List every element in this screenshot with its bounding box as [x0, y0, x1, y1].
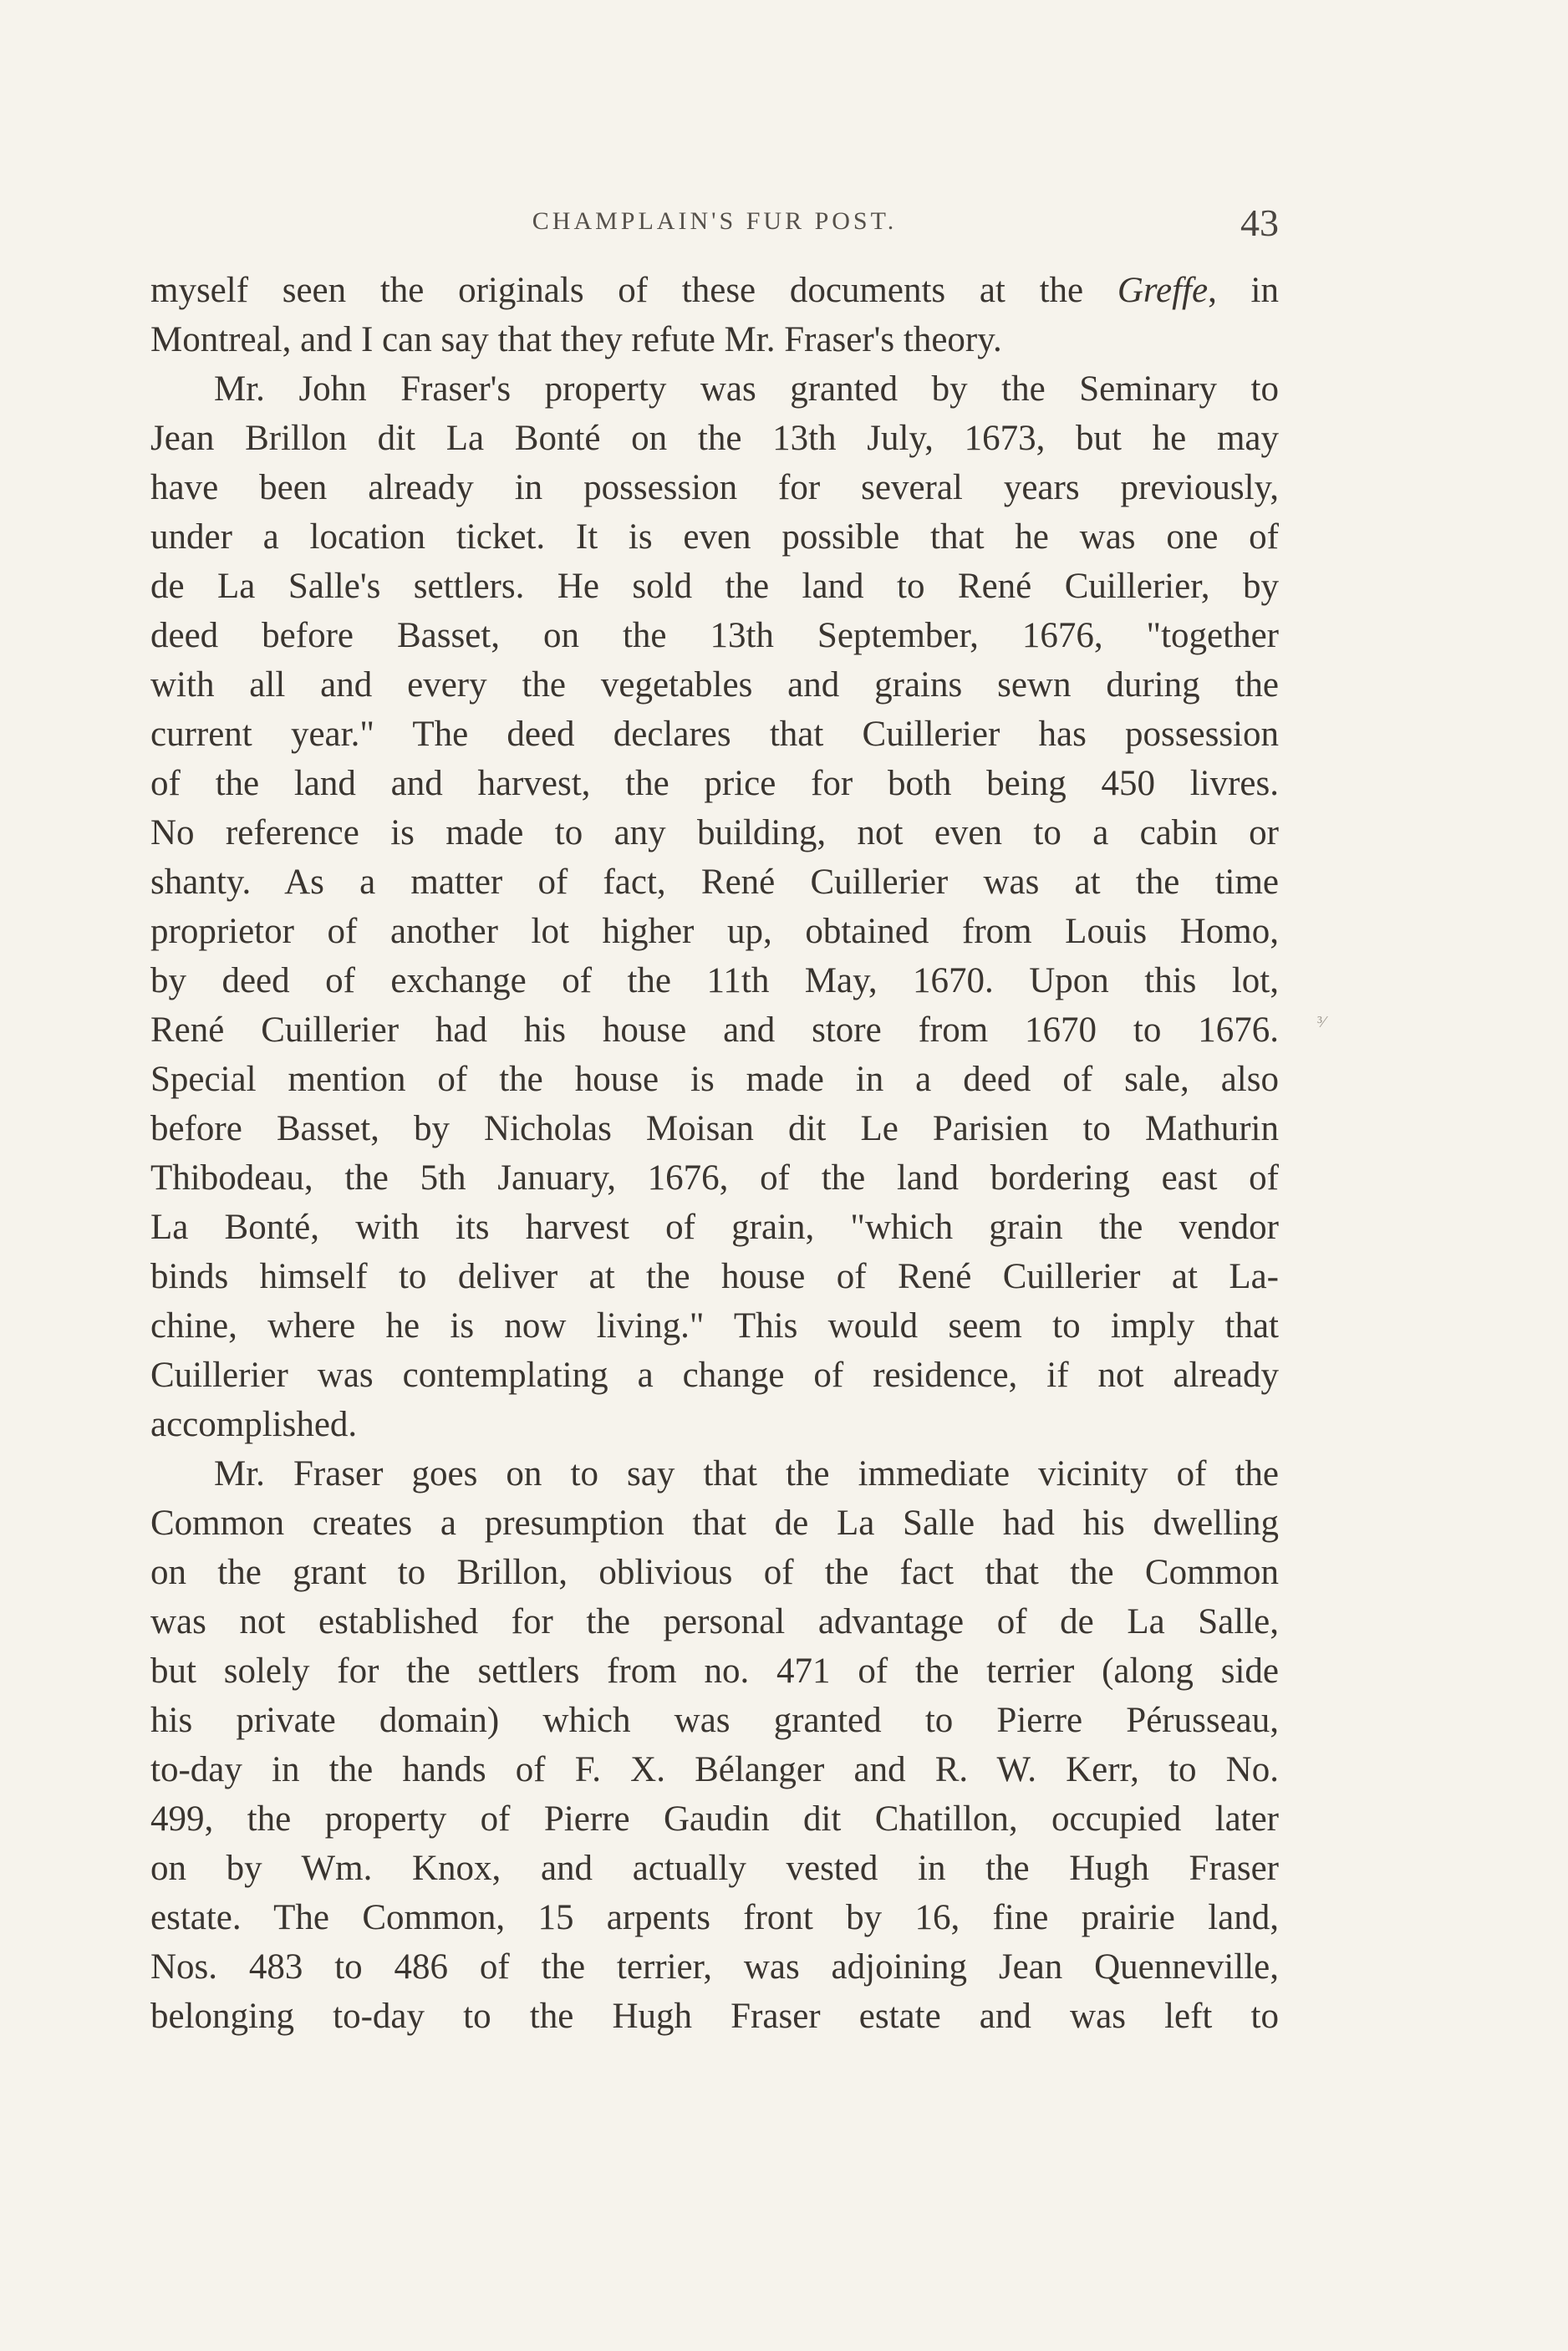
- text-line: accomplished.: [150, 1405, 358, 1444]
- running-head: [150, 201, 1279, 251]
- text-line: Jean Brillon dit La Bonté on the 13th July, 1673, but he may: [150, 419, 1279, 458]
- text-line: but solely for the settlers from no. 471 of the terrier (along side: [150, 1651, 1279, 1691]
- text-line: proprietor of another lot higher up, obtained from Louis Homo,: [150, 912, 1279, 951]
- text-line: of the land and harvest, the price for both being 450 livres.: [150, 764, 1279, 803]
- italic-word: Greffe: [1117, 271, 1209, 310]
- text-line: on by Wm. Knox, and actually vested in the Hugh Fraser: [150, 1849, 1279, 1888]
- text-line: current year." The deed declares that Cuillerier has possession: [150, 715, 1279, 754]
- text-line: to-day in the hands of F. X. Bélanger and R. W. Kerr, to No.: [150, 1750, 1279, 1789]
- text-line: Mr. John Fraser's property was granted by the Seminary to: [214, 369, 1279, 409]
- margin-mark: ³⁄: [1317, 1013, 1326, 1031]
- text-line: 499, the property of Pierre Gaudin dit Chatillon, occupied later: [150, 1799, 1279, 1839]
- text-line: René Cuillerier had his house and store from 1670 to 1676.: [150, 1010, 1279, 1050]
- text-line: was not established for the personal advantage of de La Salle,: [150, 1602, 1279, 1641]
- page-number: 43: [1240, 201, 1279, 244]
- body-text: [150, 266, 1279, 2041]
- text-line: with all and every the vegetables and grains sewn during the: [150, 665, 1279, 705]
- text-line: on the grant to Brillon, oblivious of the fact that the Common: [150, 1553, 1279, 1592]
- text-line: by deed of exchange of the 11th May, 1670. Upon this lot,: [150, 961, 1279, 1000]
- text-line: Thibodeau, the 5th January, 1676, of the land bordering east of: [150, 1158, 1279, 1198]
- text-line: deed before Basset, on the 13th September, 1676, "together: [150, 616, 1279, 655]
- text-line: Nos. 483 to 486 of the terrier, was adjoining Jean Quenneville,: [150, 1947, 1279, 1987]
- text-line: chine, where he is now living." This would seem to imply that: [150, 1306, 1279, 1346]
- text-line: Montreal, and I can say that they refute Mr. Fraser's theory.: [150, 320, 1002, 359]
- text-line: Special mention of the house is made in a deed of sale, also: [150, 1060, 1279, 1099]
- text-line: Cuillerier was contemplating a change of residence, if not already: [150, 1356, 1279, 1395]
- text-line: La Bonté, with its harvest of grain, "which grain the vendor: [150, 1208, 1279, 1247]
- text-line: before Basset, by Nicholas Moisan dit Le Parisien to Mathurin: [150, 1109, 1279, 1148]
- text-line: belonging to-day to the Hugh Fraser estate and was left to: [150, 1997, 1279, 2036]
- running-title: CHAMPLAIN'S FUR POST.: [532, 207, 898, 235]
- text-line: myself seen the originals of these documents at the Greffe, in: [150, 271, 1279, 310]
- text-line: have been already in possession for several years previously,: [150, 468, 1279, 507]
- text-line: shanty. As a matter of fact, René Cuillerier was at the time: [150, 863, 1279, 902]
- text-line: Common creates a presumption that de La Salle had his dwelling: [150, 1504, 1279, 1543]
- text-line: under a location ticket. It is even possible that he was one of: [150, 517, 1279, 557]
- text-line: No reference is made to any building, not even to a cabin or: [150, 813, 1279, 852]
- text-line: his private domain) which was granted to Pierre Pérusseau,: [150, 1701, 1279, 1740]
- text-line: estate. The Common, 15 arpents front by 16, fine prairie land,: [150, 1898, 1279, 1937]
- text-line: binds himself to deliver at the house of René Cuillerier at La-: [150, 1257, 1279, 1296]
- text-line: de La Salle's settlers. He sold the land to René Cuillerier, by: [150, 567, 1279, 606]
- text-line: Mr. Fraser goes on to say that the immediate vicinity of the: [214, 1454, 1279, 1494]
